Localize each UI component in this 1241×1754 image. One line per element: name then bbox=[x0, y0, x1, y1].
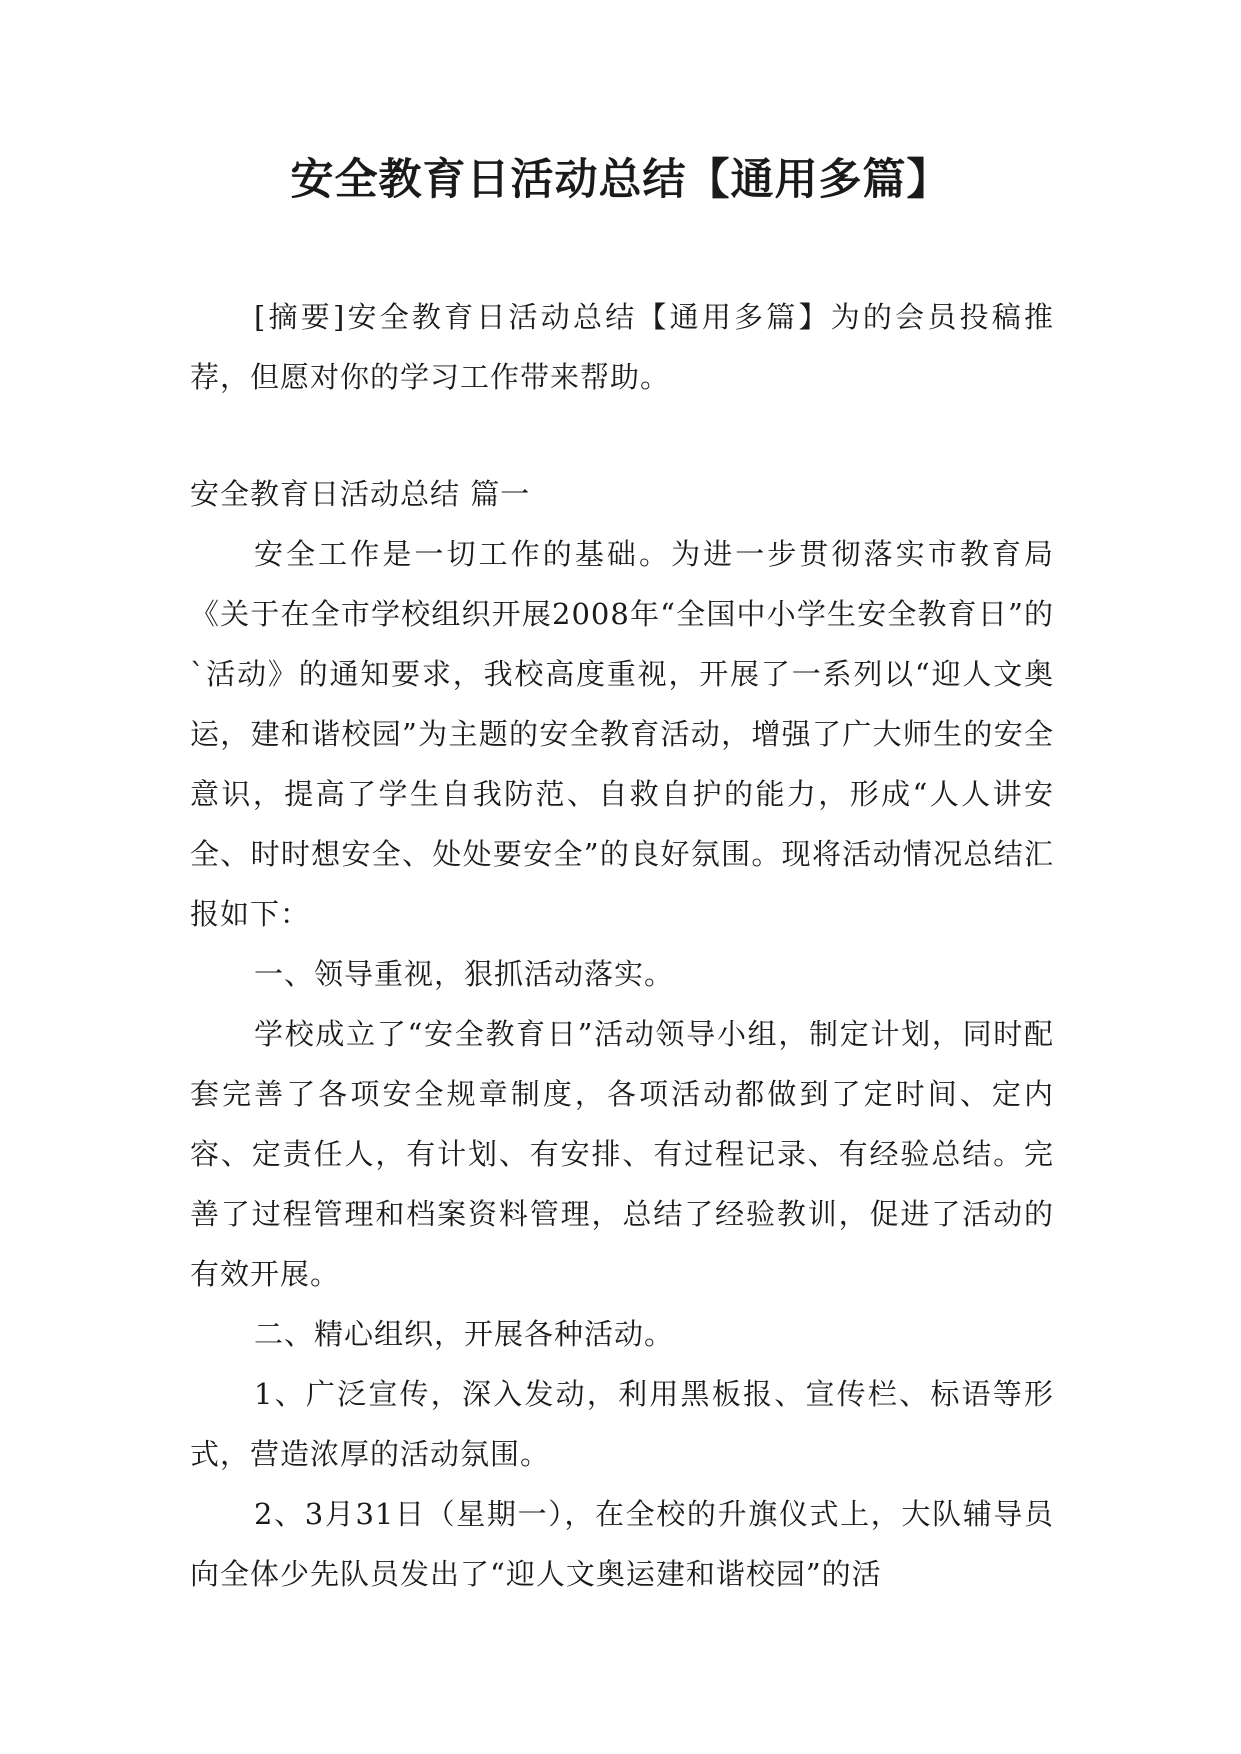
body-paragraph: 一、领导重视，狠抓活动落实。 bbox=[254, 957, 675, 991]
section-heading: 安全教育日活动总结 篇一 bbox=[190, 477, 531, 511]
body-paragraph: 二、精心组织，开展各种活动。 bbox=[254, 1317, 675, 1351]
body-paragraph: 2、3月31日（星期一），在全校的升旗仪式上，大队辅导员向全体少先队员发出了“迎人文奥运建和谐校园”的活 bbox=[190, 1497, 1054, 1591]
document-body bbox=[190, 287, 1054, 1604]
abstract-paragraph: [摘要]安全教育日活动总结【通用多篇】为的会员投稿推荐，但愿对你的学习工作带来帮助。 bbox=[190, 300, 1054, 394]
body-paragraph: 安全工作是一切工作的基础。为进一步贯彻落实市教育局《关于在全市学校组织开展2008年“全国中小学生安全教育日”的`活动》的通知要求，我校高度重视，开展了一系列以“迎人文奥运，建和谐校园”为主题的安全教育活动，增强了广大师生的安全意识，提高了学生自我防范、自救自护的能力，形成“人人讲安全、时时想安全、处处要安全”的良好氛围。现将活动情况总结汇报如下： bbox=[190, 537, 1054, 931]
body-paragraph: 1、广泛宣传，深入发动，利用黑板报、宣传栏、标语等形式，营造浓厚的活动氛围。 bbox=[190, 1377, 1054, 1471]
body-paragraph: 学校成立了“安全教育日”活动领导小组，制定计划，同时配套完善了各项安全规章制度，各项活动都做到了定时间、定内容、定责任人，有计划、有安排、有过程记录、有经验总结。完善了过程管理和档案资料管理，总结了经验教训，促进了活动的有效开展。 bbox=[190, 1017, 1054, 1291]
document-title: 安全教育日活动总结【通用多篇】 bbox=[290, 155, 951, 205]
